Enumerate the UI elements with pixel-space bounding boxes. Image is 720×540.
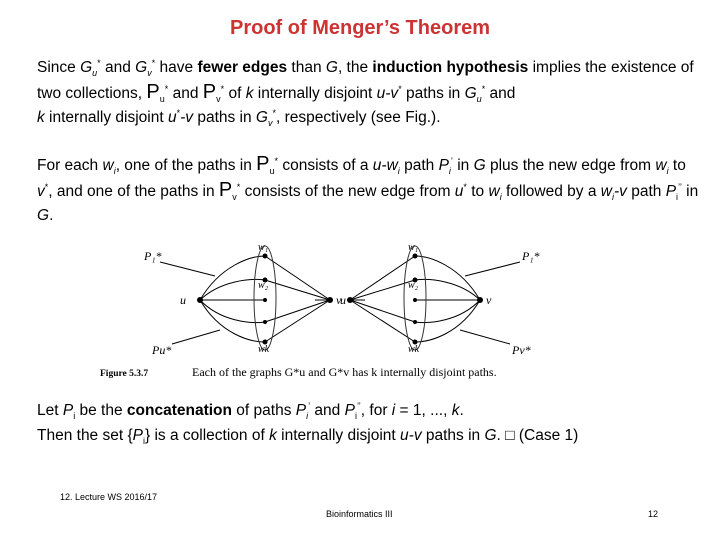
slide-title: Proof of Menger’s Theorem <box>229 17 491 39</box>
paragraph-paths: For each $w_i$, one of the paths in $P_u^*$ consists of a $u-w_i$ path $P_i^’$ in G plus the new edge from $w_i$ to v*, and one of the paths in $P_v^*$ consists of the new edge from u* to $w_i$ followed by a $w_i-v$ path $P_i^{’’}$ in G. <box>37 153 699 224</box>
vertex-u-left: u <box>180 293 186 307</box>
figure-caption-text: Each of the graphs G*u and G*v has k internally disjoint paths. <box>192 365 497 379</box>
label-p1-left: P₁* <box>144 249 162 263</box>
vertex-w2-left: w₂ <box>258 280 269 291</box>
vertex-v-right: v <box>486 293 492 307</box>
page-number: 12 <box>648 509 659 519</box>
label-pu: Pu* <box>152 343 172 357</box>
label-pv: Pv* <box>512 343 531 357</box>
vertex-wk-left: wk <box>258 344 270 355</box>
graph-gv <box>350 246 520 350</box>
vertex-v-left: v <box>336 293 342 307</box>
paragraph-conclusion: Let $P_i$ be the concatenation of paths $P_i^’$ and $P_i^{’’}$, for i = 1, ..., k. Then the set $\{P_i\}$ is a collection of k internally disjoint u-v paths in G. □ (Case 1) <box>37 400 579 447</box>
paragraph-induction: Since $G_u^*$ and $G_v^*$ have fewer edges than G, the induction hypothesis implies the existence of two collections, $P_u^*$ and $P_v^*$ of k internally disjoint u-v* paths in $G_u^*$ and k internally disjoint u*-v paths in $G_v^*$, respectively (see Fig.). <box>37 57 694 129</box>
qed-box: □ <box>505 427 515 444</box>
vertex-w2-right: w₂ <box>408 280 419 291</box>
vertex-wk-right: wk <box>408 344 420 355</box>
footer-lecture: 12. Lecture WS 2016/17 <box>60 492 158 502</box>
label-p1-right: P₁* <box>522 249 540 263</box>
figure-5-3-7 <box>100 236 590 386</box>
vertex-w1-right: w₁ <box>408 242 419 253</box>
vertex-w1-left: w₁ <box>258 242 269 253</box>
vertex-u-right: u <box>340 293 346 307</box>
footer-course: Bioinformatics III <box>326 509 393 519</box>
figure-caption-label: Figure 5.3.7 <box>100 369 149 379</box>
